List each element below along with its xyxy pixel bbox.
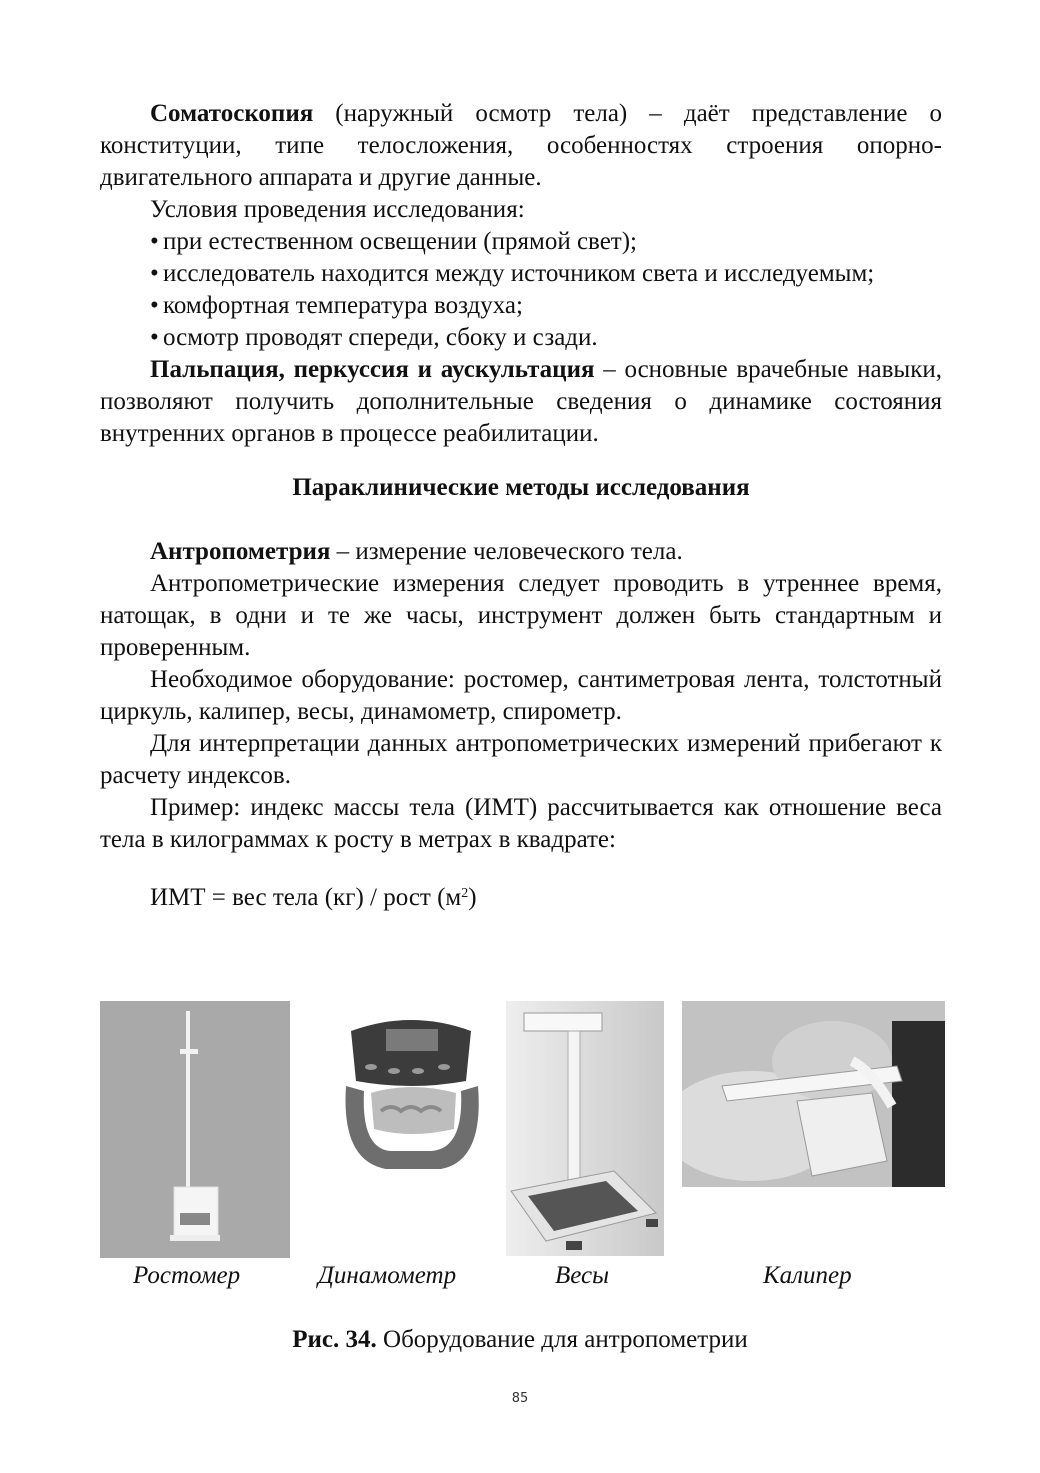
figure-caption-text: Оборудование для антропометрии bbox=[376, 1326, 748, 1353]
bmi-formula bbox=[100, 882, 942, 914]
formula-close: ) bbox=[468, 884, 477, 911]
paragraph-anthropometry bbox=[100, 536, 942, 568]
page-number: 85 bbox=[511, 1391, 529, 1406]
stadiometer-image bbox=[100, 1001, 290, 1258]
paragraph-somatoscopy bbox=[100, 98, 942, 194]
paragraph-measurements: Антропометрические измерения следует проводить в утреннее время, натощак, в одни и те же часы, инструмент должен быть стандартным и проверенным. bbox=[100, 570, 942, 661]
term-somatoscopy: Соматоскопия bbox=[150, 100, 314, 127]
conditions-title: Условия проведения исследования: bbox=[150, 196, 525, 223]
caption-scales: Весы bbox=[555, 1262, 610, 1289]
term-palpation: Пальпация, перкуссия и аускультация bbox=[150, 356, 595, 383]
paragraph-bmi: Пример: индекс массы тела (ИМТ) рассчитывается как отношение веса тела в килограммах к росту в метрах в квадрате: bbox=[100, 794, 942, 853]
conditions-list bbox=[100, 226, 942, 354]
term-anthropometry: Антропометрия bbox=[150, 538, 331, 565]
figure-number: Рис. 34. bbox=[292, 1326, 377, 1353]
paragraph-equipment: Необходимое оборудование: ростомер, сантиметровая лента, толстотный циркуль, калипер, весы, динамометр, спирометр. bbox=[100, 666, 942, 725]
dynamometer-image bbox=[326, 1011, 496, 1176]
list-item bbox=[150, 322, 942, 354]
figure-caption bbox=[0, 1326, 1040, 1354]
list-item-text: осмотр проводят спереди, сбоку и сзади. bbox=[163, 324, 598, 351]
caption-dynamometer: Динамометр bbox=[318, 1262, 457, 1289]
page-body bbox=[100, 98, 942, 914]
bullet-icon: • bbox=[150, 228, 159, 255]
paragraph-text: – основные врачебные навыки, позволяют получить дополнительные сведения о динамике состояния внутренних органов в процессе реабилитации. bbox=[100, 356, 942, 447]
list-item-text: при естественном освещении (прямой свет); bbox=[163, 228, 637, 255]
list-item bbox=[150, 290, 942, 322]
formula-text: ИМТ = вес тела (кг) / рост (м bbox=[150, 884, 462, 911]
list-item-text: комфортная температура воздуха; bbox=[163, 292, 523, 319]
figure-row bbox=[100, 1001, 945, 1259]
formula-exponent: 2 bbox=[461, 886, 469, 901]
list-item-text: исследователь находится между источником света и исследуемым; bbox=[163, 260, 875, 287]
bullet-icon: • bbox=[150, 292, 159, 319]
scales-image bbox=[506, 1001, 664, 1256]
paragraph-palpation bbox=[100, 354, 942, 450]
paragraph-indices: Для интерпретации данных антропометрических измерений прибегают к расчету индексов. bbox=[100, 730, 942, 789]
bullet-icon: • bbox=[150, 260, 159, 287]
list-item bbox=[150, 226, 942, 258]
bullet-icon: • bbox=[150, 324, 159, 351]
paragraph-text: (наружный осмотр тела) – даёт представление о конституции, типе телосложения, особенностях строения опорно-двигательного аппарата и другие данные. bbox=[100, 100, 942, 191]
caption-caliper: Калипер bbox=[763, 1262, 852, 1289]
section-heading: Параклинические методы исследования bbox=[292, 474, 750, 501]
list-item bbox=[150, 258, 942, 290]
caption-stadiometer: Ростомер bbox=[133, 1262, 241, 1289]
paragraph-text: – измерение человеческого тела. bbox=[330, 538, 683, 565]
caliper-image bbox=[682, 1001, 945, 1187]
